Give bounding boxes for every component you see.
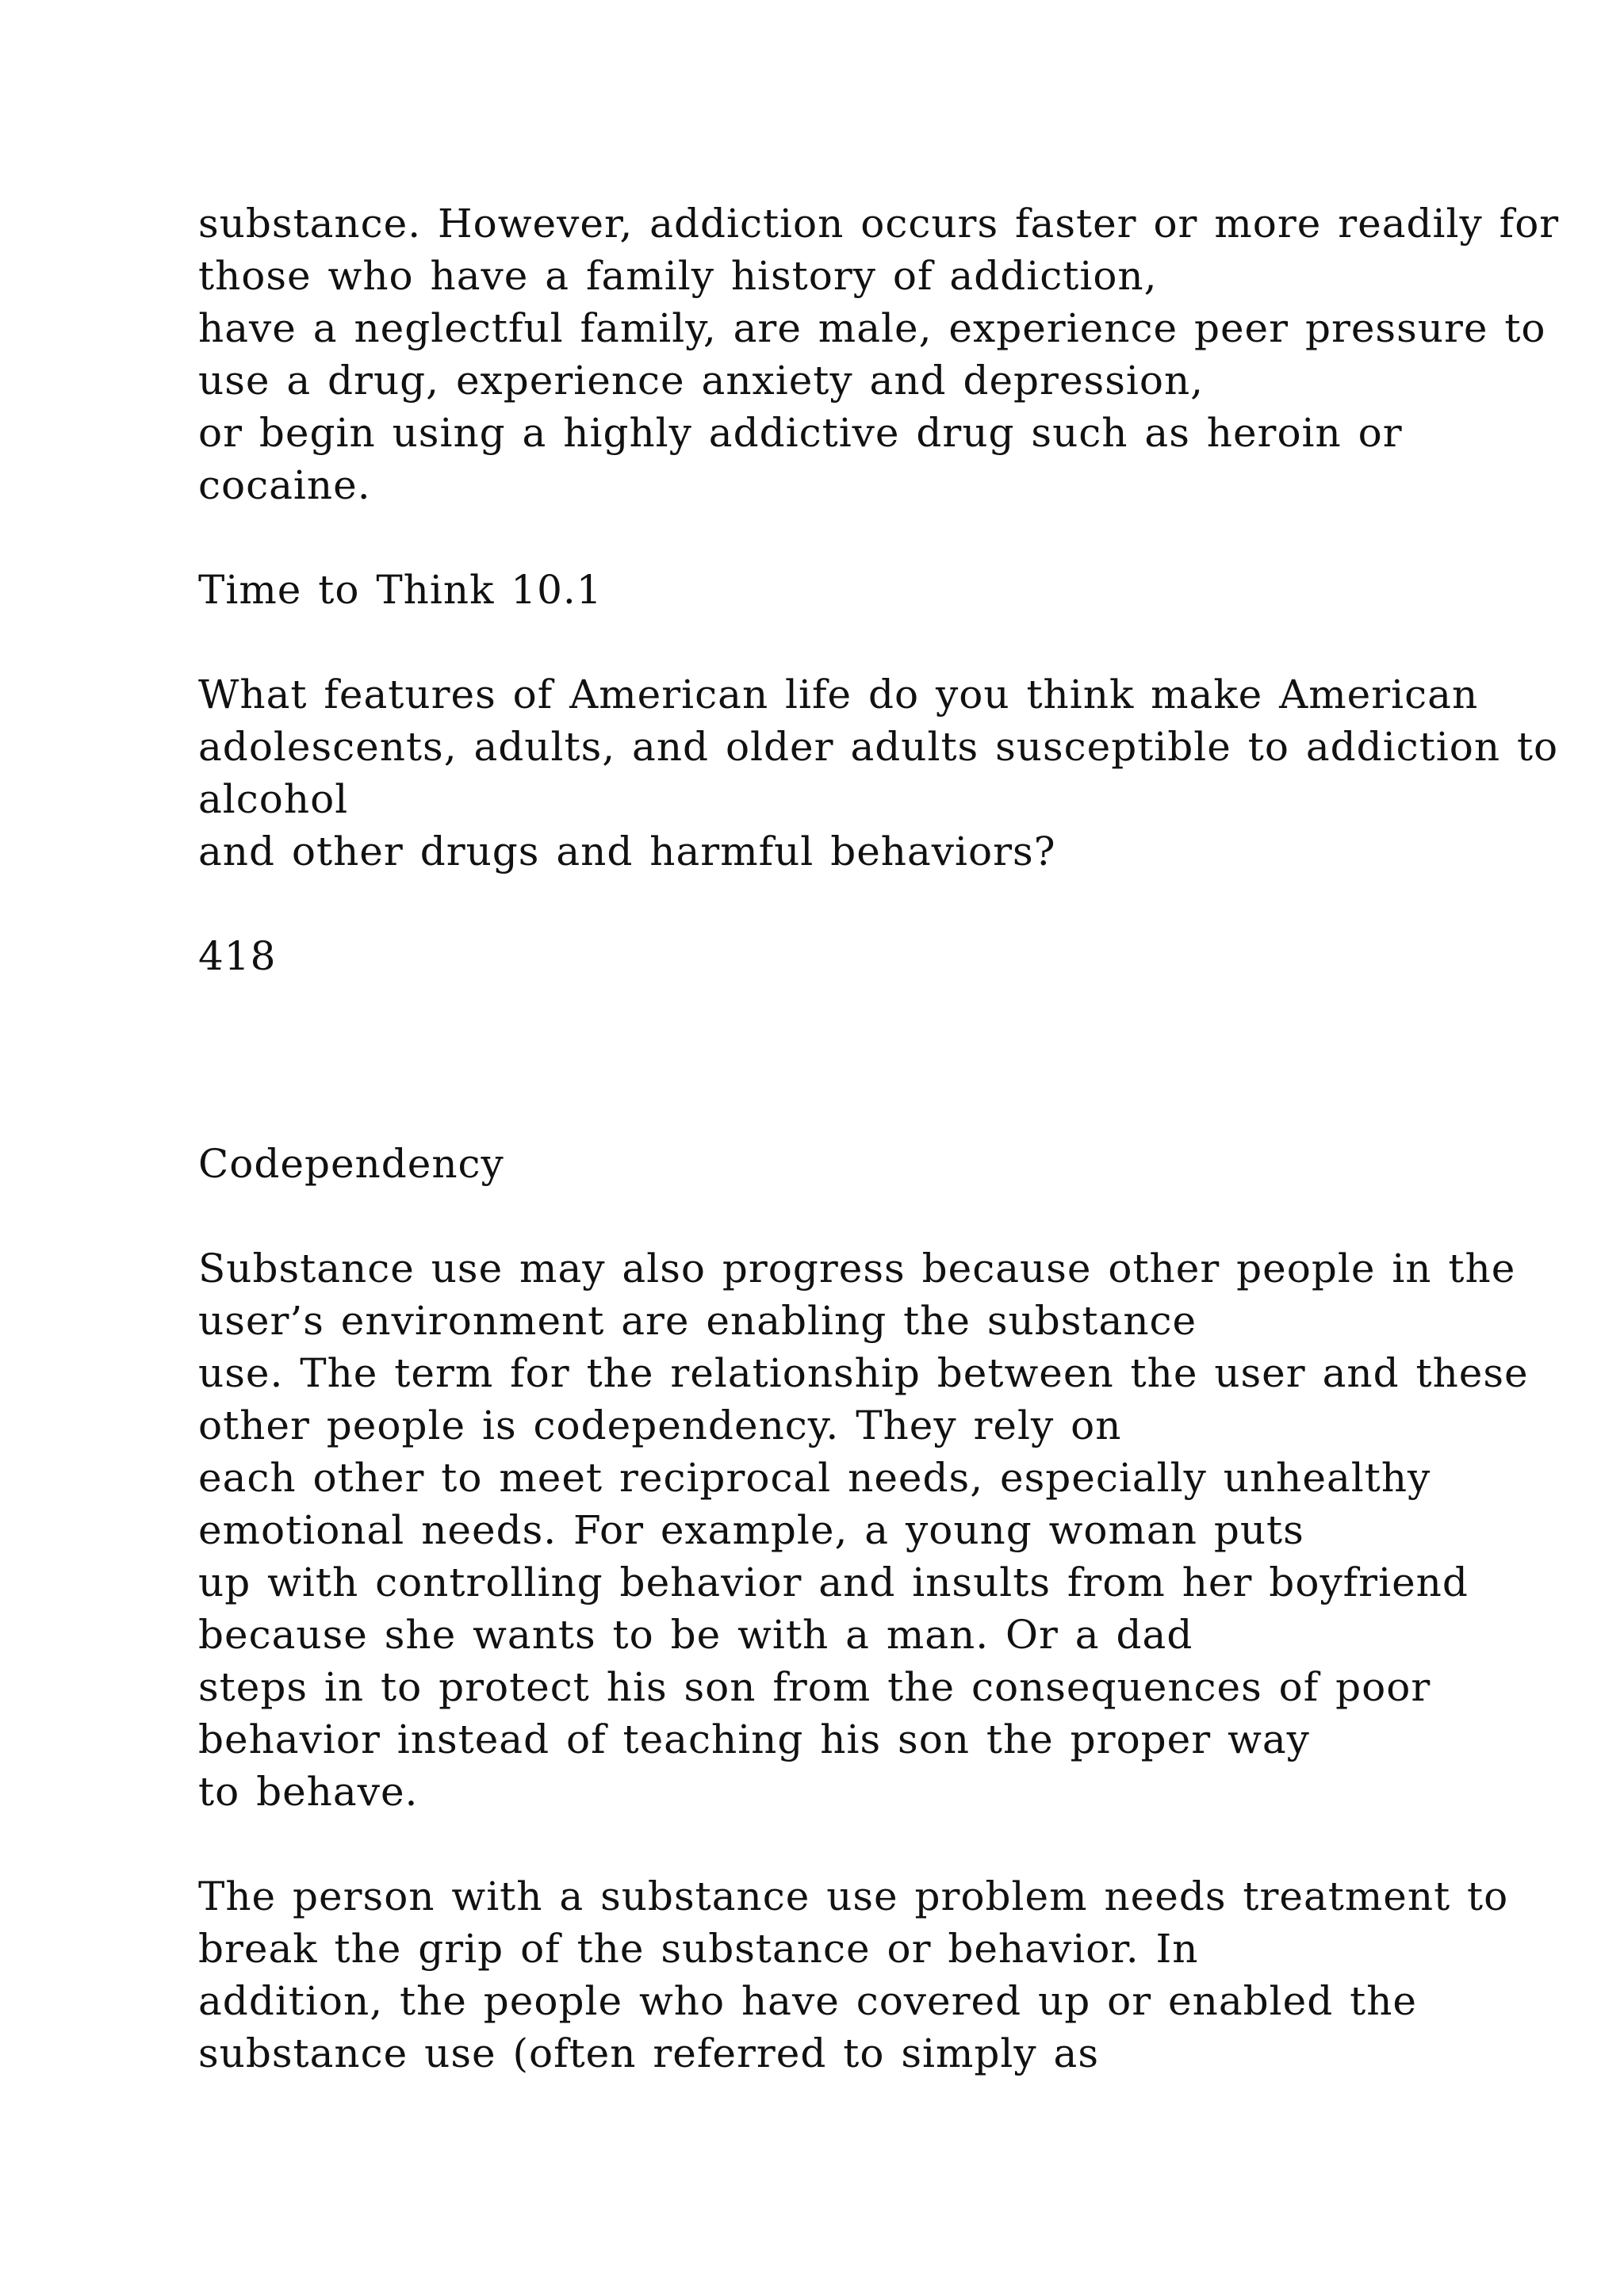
text-line: steps in to protect his son from the consequences of poor [198, 1664, 1431, 1710]
text-line: and other drugs and harmful behaviors? [198, 828, 1056, 874]
text-line: each other to meet reciprocal needs, especially unhealthy [198, 1455, 1431, 1501]
text-line: to behave. [198, 1769, 419, 1815]
text-line: use a drug, experience anxiety and depression, [198, 358, 1205, 404]
text-line: up with controlling behavior and insults from her boyfriend [198, 1559, 1469, 1605]
text-line: substance. However, addiction occurs faster or more readily for [198, 201, 1560, 247]
text-line: What features of American life do you think make American [198, 672, 1479, 718]
text-line: user’s environment are enabling the substance [198, 1298, 1197, 1344]
text-line: because she wants to be with a man. Or a dad [198, 1612, 1193, 1658]
text-line: addition, the people who have covered up or enabled the [198, 1978, 1417, 2024]
text-line: use. The term for the relationship between the user and these [198, 1350, 1529, 1396]
text-line: Substance use may also progress because other people in the [198, 1246, 1516, 1292]
text-line: behavior instead of teaching his son the proper way [198, 1716, 1310, 1762]
text-line: alcohol [198, 776, 349, 822]
section-heading: Time to Think 10.1 [198, 567, 603, 613]
text-line: other people is codependency. They rely on [198, 1402, 1122, 1448]
text-line: substance use (often referred to simply as [198, 2030, 1099, 2076]
text-line: or begin using a highly addictive drug such as heroin or [198, 410, 1403, 456]
text-line: emotional needs. For example, a young woman puts [198, 1507, 1304, 1553]
text-line: those who have a family history of addiction, [198, 253, 1158, 299]
page-number: 418 [198, 933, 277, 979]
section-heading: Codependency [198, 1141, 504, 1187]
text-line: break the grip of the substance or behavior. In [198, 1926, 1199, 1972]
text-line: have a neglectful family, are male, experience peer pressure to [198, 305, 1546, 351]
text-line: adolescents, adults, and older adults susceptible to addiction to [198, 724, 1559, 770]
text-line: The person with a substance use problem needs treatment to [198, 1873, 1509, 1919]
text-line: cocaine. [198, 462, 371, 508]
